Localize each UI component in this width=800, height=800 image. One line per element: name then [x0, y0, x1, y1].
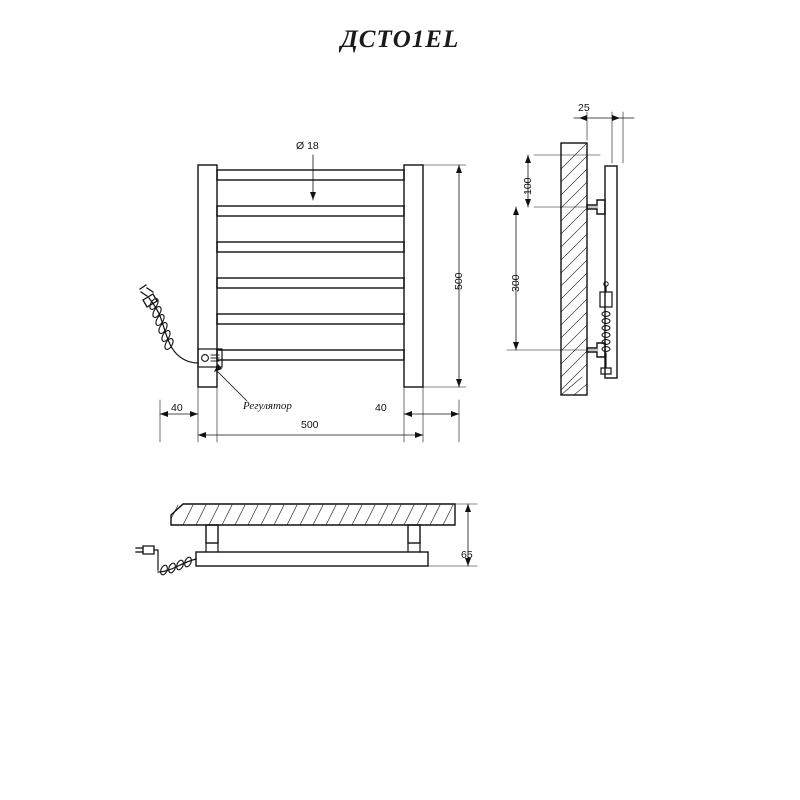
label-upper-bracket: 100: [522, 177, 534, 195]
front-rail-2: [217, 206, 404, 216]
top-radiator-tube: [196, 552, 428, 566]
wall-hatching: [561, 143, 587, 395]
label-left-offset: 40: [171, 402, 183, 414]
side-regulator: [600, 292, 612, 307]
front-rail-4: [217, 278, 404, 288]
regulator-knob: [202, 355, 209, 362]
side-cord-coil: [602, 312, 610, 352]
side-plug: [601, 368, 611, 374]
top-bracket-left: [206, 525, 218, 543]
label-regulator: Регулятор: [243, 400, 292, 412]
label-front-width: 500: [301, 419, 319, 431]
front-rail-1: [217, 170, 404, 180]
label-right-offset: 40: [375, 402, 387, 414]
front-rail-3: [217, 242, 404, 252]
top-slab: [171, 504, 455, 525]
page-title: ДСТО1EL: [340, 26, 460, 53]
cord-coil-front: [148, 297, 175, 351]
top-slab-hatching: [171, 505, 453, 525]
front-right-post: [404, 165, 423, 387]
top-bracket-right: [408, 525, 420, 543]
label-depth: 65: [461, 549, 473, 561]
plug-body-top: [143, 546, 154, 554]
label-front-height: 500: [453, 272, 465, 290]
regulator-leader: [216, 370, 247, 401]
front-left-post: [198, 165, 217, 387]
label-tube-diameter: Ø 18: [296, 140, 319, 152]
plug-body-front: [143, 294, 157, 307]
front-rail-6: [217, 350, 404, 360]
cord-coil-top: [159, 556, 192, 576]
label-bracket-spacing: 300: [510, 274, 522, 292]
label-wall-gap: 25: [578, 102, 590, 114]
front-rail-5: [217, 314, 404, 324]
